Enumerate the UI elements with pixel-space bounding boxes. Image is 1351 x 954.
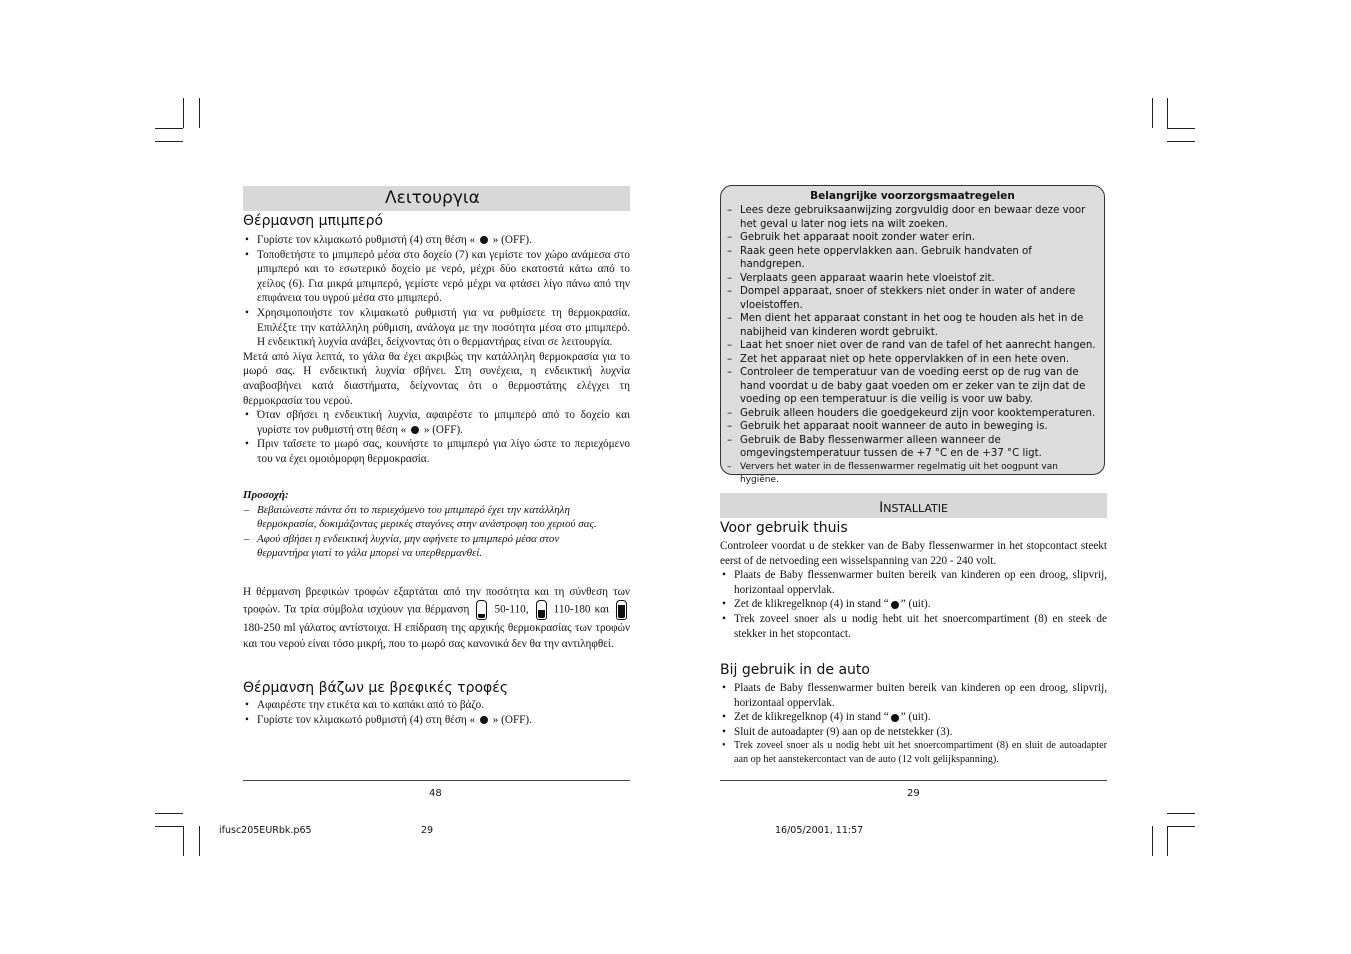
list-item: – Men dient het apparaat constant in het oog te houden als het in de nabijheid van kinderen wordt gebruikt. (726, 312, 1098, 339)
list-item: • Πριν ταΐσετε το μωρό σας, κουνήστε το μπιμπερό για λίγο ώστε το περιεχόμενο του να έχει ομοιόμορφη θερμοκρασία. (243, 437, 630, 466)
list-item: – Ververs het water in de flessenwarmer regelmatig uit het oogpunt van hygiëne. (726, 461, 1098, 488)
list-item: • Χρησιμοποιήστε τον κλιμακωτό ρυθμιστή για να ρυθμίσετε τη θερμοκρασία. Επιλέξτε την κατάλληλη ρύθμιση, ανάλογα με την ποσότητα μέσα στο μπιμπερό. Η ενδεικτική λυχνία ανάβει, δείχνοντας ότι ο θερμαντήρας είναι σε λειτουργία. (243, 306, 630, 350)
section-title-jars: Θέρμανση βάζων με βρεφικές τροφές (243, 680, 509, 696)
right-section2 (720, 681, 1107, 766)
off-dot-icon (480, 236, 488, 244)
list-item: – Controleer de temperatuur van de voeding eerst op de rug van de hand voordat u de baby gaat voeden om er zeker van te zijn dat de voeding op een temperatuur is die veilig is voor uw baby. (726, 366, 1098, 407)
list-item: – Dompel apparaat, snoer of stekkers niet onder in water of andere vloeistoffen. (726, 285, 1098, 312)
list-item: • Τοποθετήστε το μπιμπερό μέσα στο δοχείο (7) και γεμίστε τον χώρο ανάμεσα στο μπιμπερό και το εσωτερικό δοχείο με νερό, μέχρι δύο εκατοστά κάτω από το χείλος (6). Για μικρά μπιμπερό, γεμίστε νερό μέχρι να φτάσει λίγο πάνω από την επιφάνεια του υγρού μέσα στο μπιμπερό. (243, 248, 630, 306)
caution-title: Προσοχή: (243, 489, 289, 501)
list-item: – Lees deze gebruiksaanwijzing zorgvuldig door en bewaar deze voor het geval u later nog iets na wilt zoeken. (726, 204, 1098, 231)
section-title-bottle: Θέρμανση μπιμπερό (243, 213, 384, 229)
list-item: – Raak geen hete oppervlakken aan. Gebruik handvaten of handgrepen. (726, 245, 1098, 272)
precautions-list (726, 204, 1098, 488)
list-item: • Trek zoveel snoer als u nodig hebt uit het snoercompartiment (8) en steek de stekker in het stopcontact. (720, 612, 1107, 641)
list-item: – Zet het apparaat niet op hete oppervlakken of in een hete oven. (726, 353, 1098, 367)
list-item: – Βεβαιώνεστε πάντα ότι το περιεχόμενο του μπιμπερό έχει την κατάλληλη θερμοκρασία, δοκιμάζοντας μερικές σταγόνες στην ανάστροφη του χεριού σας. (243, 503, 605, 532)
precautions-title: Belangrijke voorzorgsmaatregelen (810, 190, 1015, 202)
left-bullets-b (243, 408, 630, 466)
list-item: – Gebruik het apparaat nooit zonder water erin. (726, 231, 1098, 245)
list-item: • Sluit de autoadapter (9) aan op de netstekker (3). (720, 725, 1107, 740)
precautions-box (720, 185, 1105, 485)
caution-block (243, 488, 630, 561)
header-title: INSTALLATIE (879, 500, 948, 516)
list-item: – Gebruik het apparaat nooit wanneer de auto in beweging is. (726, 420, 1098, 434)
off-dot-icon (891, 601, 899, 609)
right-page-number: 29 (907, 788, 920, 799)
left-bullets-a (243, 233, 630, 350)
off-dot-icon (480, 716, 488, 724)
left-footer-rule (243, 780, 630, 781)
left-page-number: 48 (429, 788, 442, 799)
left-page-header (243, 186, 630, 211)
list-item: – Verplaats geen apparaat waarin hete vloeistof zit. (726, 272, 1098, 286)
bottle-medium-icon (536, 600, 547, 620)
list-item: • Plaats de Baby flessenwarmer buiten bereik van kinderen op een droog, slipvrij, horizontaal oppervlak. (720, 681, 1107, 710)
off-dot-icon (411, 426, 419, 434)
left-paragraph: Μετά από λίγα λεπτά, το γάλα θα έχει ακριβώς την κατάλληλη θερμοκρασία για το μωρό σας. Η ενδεικτική λυχνία σβήνει. Στη συνέχεια, η ενδεικτική λυχνία αναβοσβήνει κατά διαστήματα, δείχνοντας ότι ο θερμοστάτης ελέγχει τη θερμοκρασία του νερού. (243, 350, 630, 407)
list-item: – Laat het snoer niet over de rand van de tafel of het aanrecht hangen. (726, 339, 1098, 353)
left-section2 (243, 698, 630, 727)
right-page-header (720, 493, 1107, 518)
list-item: • Zet de klikregelknop (4) in stand “ ” (uit). (720, 710, 1107, 725)
section-title-car: Bij gebruik in de auto (720, 662, 870, 678)
right-paragraph: Controleer voordat u de stekker van de Baby flessenwarmer in het stopcontact steekt eerst of de netvoeding een wisselspanning van 220 - 240 volt. (720, 540, 1107, 567)
slug-datetime: 16/05/2001, 11:57 (775, 825, 864, 836)
list-item: – Gebruik de Baby flessenwarmer alleen wanneer de omgevingstemperatuur tussen de +7 °C en de +37 °C ligt. (726, 434, 1098, 461)
bottle-small-icon (476, 600, 487, 620)
header-title: Λειτουργια (385, 188, 480, 208)
slug-filename: ifusc205EURbk.p65 (219, 825, 312, 836)
list-item: • Trek zoveel snoer als u nodig hebt uit het snoercompartiment (8) en sluit de autoadapter aan op het aanstekercontact van de auto (12 volt gelijkspanning). (720, 739, 1107, 766)
list-item: – Αφού σβήσει η ενδεικτική λυχνία, μην αφήνετε το μπιμπερό μέσα στον θερμαντήρα γιατί το γάλα μπορεί να υπερθερμανθεί. (243, 532, 605, 561)
right-footer-rule (720, 780, 1107, 781)
left-paragraph-2: Η θέρμανση βρεφικών τροφών εξαρτάται από την ποσότητα και τη σύνθεση των τροφών. Τα τρία σύμβολα ισχύουν για θέρμανση 50-110, 110-180 και 180-250 ml γάλατος αντίστοιχα. Η επίδραση της αρχικής θερμοκρασίας των τροφών και του νερού είναι τόσο μικρή, που το μωρό σας κανονικά δεν θα την αντιληφθεί. (243, 586, 630, 650)
slug-page: 29 (421, 825, 434, 836)
list-item: • Γυρίστε τον κλιμακωτό ρυθμιστή (4) στη θέση « » (OFF). (243, 713, 630, 728)
list-item: • Γυρίστε τον κλιμακωτό ρυθμιστή (4) στη θέση « » (OFF). (243, 233, 630, 248)
list-item: – Gebruik alleen houders die goedgekeurd zijn voor kooktemperaturen. (726, 407, 1098, 421)
list-item: • Αφαιρέστε την ετικέτα και το καπάκι από το βάζο. (243, 698, 630, 713)
caution-list (243, 503, 605, 561)
section-title-home: Voor gebruik thuis (720, 520, 848, 536)
right-section1 (720, 539, 1107, 641)
bottle-large-icon (616, 600, 627, 620)
left-section1 (243, 233, 630, 467)
list-item: • Όταν σβήσει η ενδεικτική λυχνία, αφαιρέστε το μπιμπερό από το δοχείο και γυρίστε τον ρυθμιστή στη θέση « » (OFF). (243, 408, 630, 437)
off-dot-icon (891, 714, 899, 722)
list-item: • Plaats de Baby flessenwarmer buiten bereik van kinderen op een droog, slipvrij, horizontaal oppervlak. (720, 568, 1107, 597)
list-item: • Zet de klikregelknop (4) in stand “ ” (uit). (720, 597, 1107, 612)
